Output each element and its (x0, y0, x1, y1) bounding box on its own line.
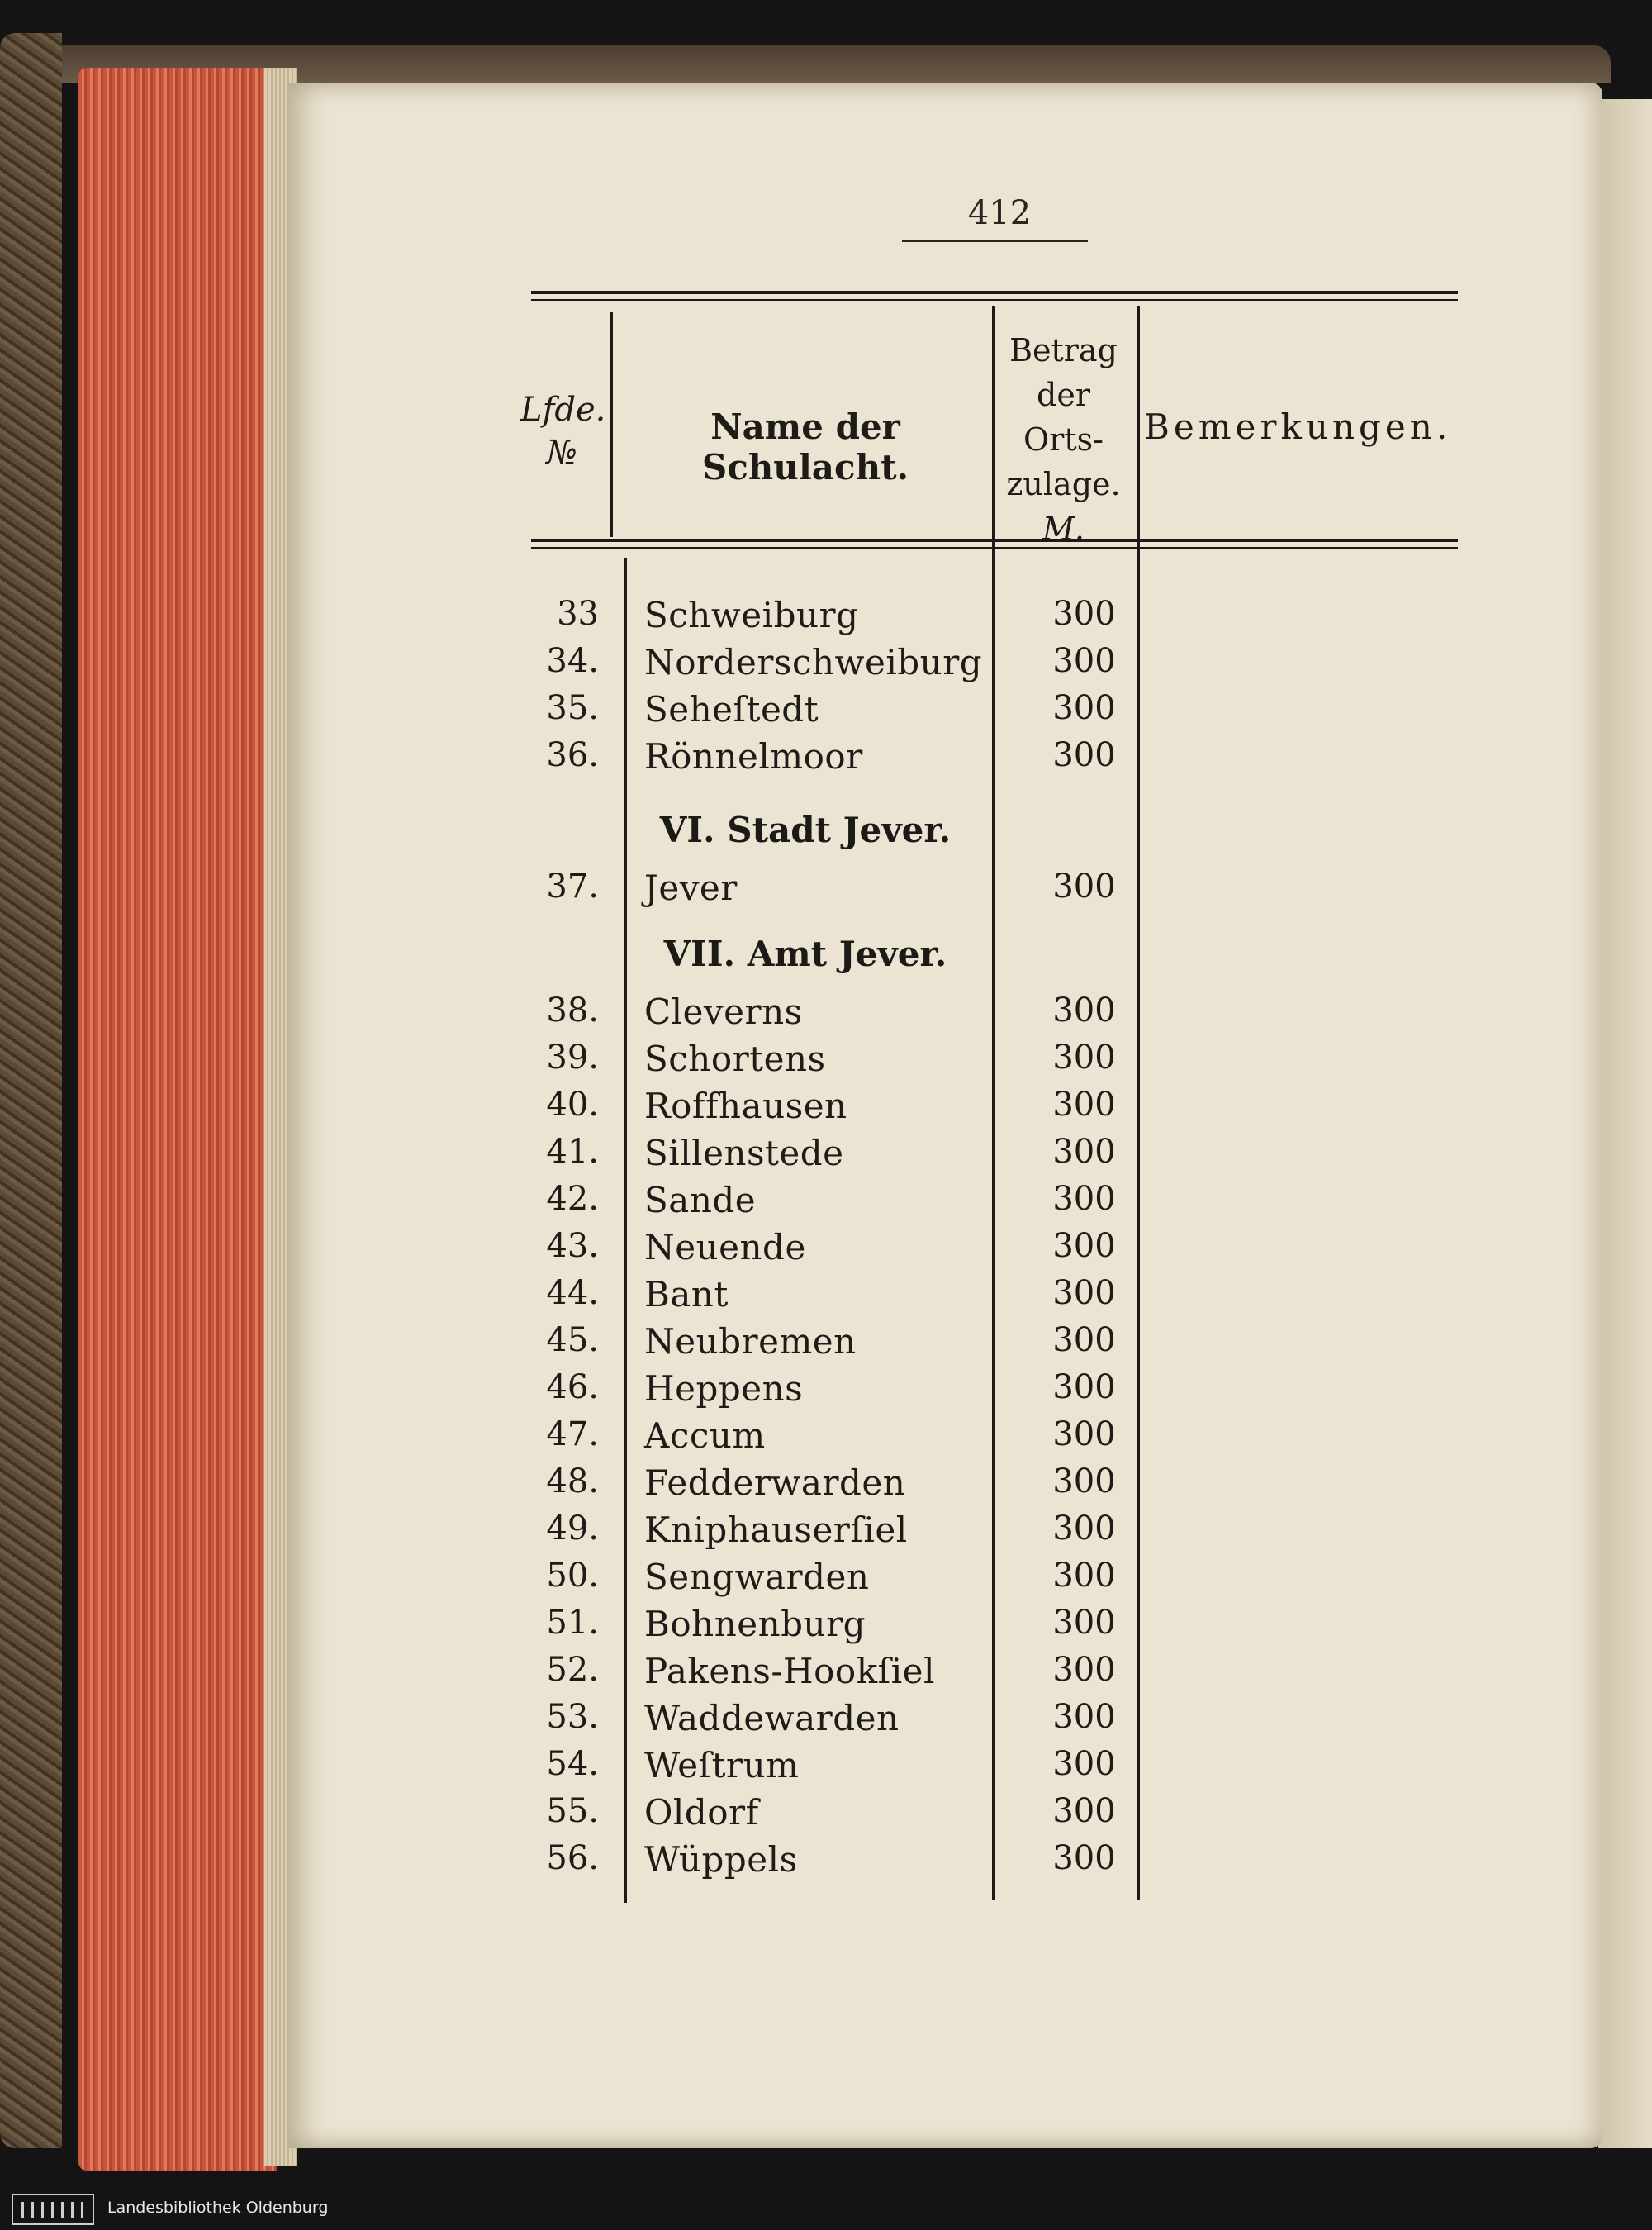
row-value: 300 (1052, 868, 1116, 906)
row-name: Accum (644, 1415, 766, 1456)
row-number: 53. (546, 1698, 599, 1736)
row-number: 36. (546, 736, 599, 774)
row-name: Waddewarden (644, 1698, 900, 1738)
table-row (512, 736, 1421, 783)
row-value: 300 (1052, 991, 1116, 1029)
row-number: 51. (546, 1604, 599, 1642)
row-name: Sillenstede (644, 1133, 844, 1173)
row-number: 54. (546, 1745, 599, 1783)
row-value: 300 (1052, 1510, 1116, 1548)
row-value: 300 (1052, 1321, 1116, 1359)
header-lfd (520, 388, 606, 474)
row-name: Sande (644, 1180, 757, 1220)
table-row (512, 1415, 1421, 1462)
row-name: Seheſtedt (644, 689, 819, 730)
table-top-rule-thin (531, 299, 1458, 301)
row-number: 39. (546, 1039, 599, 1077)
header-lfd-line1: Lfde. (520, 391, 606, 429)
row-value: 300 (1052, 1368, 1116, 1406)
row-number: 50. (546, 1557, 599, 1595)
row-number: 44. (546, 1274, 599, 1312)
row-value: 300 (1052, 1604, 1116, 1642)
table-row (512, 1792, 1421, 1839)
row-value: 300 (1052, 689, 1116, 727)
row-name: Sengwarden (644, 1557, 870, 1597)
book-cover-edge (0, 33, 62, 2148)
row-name: Bohnenburg (644, 1604, 866, 1644)
table-row (512, 1368, 1421, 1415)
row-number: 37. (546, 868, 599, 906)
row-value: 300 (1052, 1039, 1116, 1077)
row-number: 49. (546, 1510, 599, 1548)
facing-page-edge (1598, 99, 1652, 2148)
row-name: Pakens-Hookſiel (644, 1651, 935, 1691)
header-betrag-line4: zulage. (1006, 466, 1121, 502)
row-name: Fedderwarden (644, 1462, 906, 1503)
row-value: 300 (1052, 595, 1116, 633)
row-name: Weſtrum (644, 1745, 800, 1785)
row-value: 300 (1052, 1698, 1116, 1736)
page-number: 412 (967, 194, 1032, 232)
row-name: Wüppels (644, 1839, 798, 1880)
row-number: 48. (546, 1462, 599, 1500)
table-row (512, 1698, 1421, 1745)
row-name: Neubremen (644, 1321, 857, 1362)
table-row (512, 642, 1421, 689)
row-name: Schortens (644, 1039, 826, 1079)
table-row (512, 1039, 1421, 1086)
row-value: 300 (1052, 1086, 1116, 1124)
page-stack-edge (78, 68, 277, 2171)
row-name: Norderschweiburg (644, 642, 983, 682)
table-row (512, 1745, 1421, 1792)
row-number: 55. (546, 1792, 599, 1830)
row-name: Rönnelmoor (644, 736, 863, 777)
table-row (512, 595, 1421, 642)
table-row (512, 1651, 1421, 1698)
row-value: 300 (1052, 1274, 1116, 1312)
row-name: Bant (644, 1274, 729, 1315)
row-number: 35. (546, 689, 599, 727)
row-name: Cleverns (644, 991, 803, 1032)
row-value: 300 (1052, 1651, 1116, 1689)
row-number: 45. (546, 1321, 599, 1359)
row-number: 52. (546, 1651, 599, 1689)
column-divider-1 (610, 312, 613, 537)
row-number: 56. (546, 1839, 599, 1877)
row-number: 43. (546, 1227, 599, 1265)
row-name: Jever (644, 868, 738, 908)
row-value: 300 (1052, 1462, 1116, 1500)
row-name: Heppens (644, 1368, 804, 1409)
row-name: Roffhausen (644, 1086, 847, 1126)
header-lfd-line2: № (546, 434, 577, 472)
row-value: 300 (1052, 1415, 1116, 1453)
table-row (512, 1604, 1421, 1651)
header-betrag-line2: der (1037, 377, 1090, 413)
row-name: Kniphauserſiel (644, 1510, 908, 1550)
table-row (512, 1321, 1421, 1368)
section-title: VII. Amt Jever. (663, 934, 947, 974)
row-value: 300 (1052, 1133, 1116, 1171)
table-row (512, 1510, 1421, 1557)
table-row (512, 1133, 1421, 1180)
row-value: 300 (1052, 1557, 1116, 1595)
table-row (512, 1462, 1421, 1510)
row-number: 40. (546, 1086, 599, 1124)
row-value: 300 (1052, 642, 1116, 680)
row-value: 300 (1052, 736, 1116, 774)
row-number: 47. (546, 1415, 599, 1453)
table-row (512, 1274, 1421, 1321)
header-name: Name der Schulacht. (701, 407, 909, 487)
row-value: 300 (1052, 1792, 1116, 1830)
row-name: Neuende (644, 1227, 806, 1267)
row-name: Schweiburg (644, 595, 859, 635)
header-betrag-line3: Orts- (1023, 421, 1104, 458)
row-value: 300 (1052, 1227, 1116, 1265)
table-top-rule (531, 291, 1458, 294)
row-number: 46. (546, 1368, 599, 1406)
table-row (512, 1086, 1421, 1133)
row-number: 33 (557, 595, 599, 633)
row-number: 42. (546, 1180, 599, 1218)
table-row (512, 1839, 1421, 1886)
table-row (512, 689, 1421, 736)
row-number: 38. (546, 991, 599, 1029)
library-logo-icon (12, 2194, 94, 2225)
row-number: 34. (546, 642, 599, 680)
table-row (512, 991, 1421, 1039)
header-betrag-unit: M. (1042, 511, 1085, 547)
header-bemerkungen: Bemerkungen. (1144, 407, 1452, 447)
table-row (512, 1557, 1421, 1604)
row-value: 300 (1052, 1745, 1116, 1783)
header-betrag (991, 328, 1136, 551)
row-value: 300 (1052, 1839, 1116, 1877)
library-credit: Landesbibliothek Oldenburg (107, 2199, 329, 2217)
row-name: Oldorf (644, 1792, 759, 1833)
row-value: 300 (1052, 1180, 1116, 1218)
section-title: VI. Stadt Jever. (659, 810, 952, 850)
row-number: 41. (546, 1133, 599, 1171)
table-row (512, 1227, 1421, 1274)
table-row (512, 1180, 1421, 1227)
table-row (512, 868, 1421, 915)
header-betrag-line1: Betrag (1009, 332, 1118, 368)
page-number-rule (902, 240, 1088, 242)
